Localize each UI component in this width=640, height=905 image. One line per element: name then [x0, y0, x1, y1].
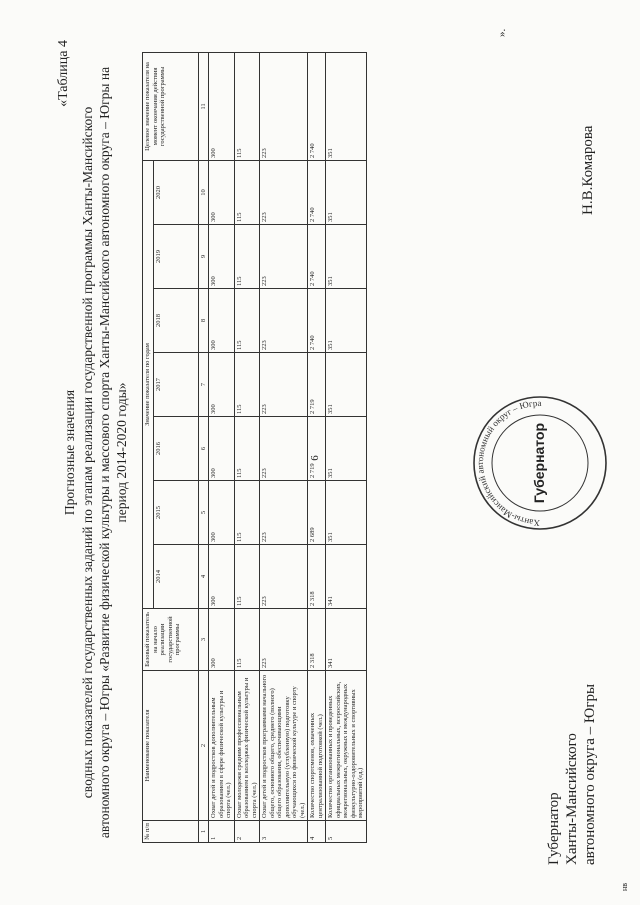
row-value: 115: [234, 545, 260, 609]
row-value: 115: [234, 160, 260, 224]
footer-mark: нв: [620, 882, 629, 891]
row-base: 2 318: [308, 609, 326, 671]
row-value: 115: [234, 481, 260, 545]
row-value: 300: [209, 545, 235, 609]
table-row: [234, 52, 260, 842]
row-value: 2 689: [308, 481, 326, 545]
title-line-1: Прогнозные значения: [62, 389, 77, 516]
table-row: [308, 52, 326, 842]
row-base: 300: [209, 609, 235, 671]
row-base: 341: [326, 609, 367, 671]
row-value: 115: [234, 289, 260, 353]
header-base: Базовый показатель на начало реализации государственной программы: [143, 609, 199, 671]
row-name: Охват детей и подростков программами начального общего, основного общего, среднего (полного) общего образования, обеспечивающими дополнительную (углубленную) подготовку обучающихся по физической культуре и спорту (чел.): [260, 671, 308, 821]
row-value: 223: [260, 481, 308, 545]
col-number: 4: [198, 545, 209, 609]
row-value: 351: [326, 481, 367, 545]
row-final: 300: [209, 52, 235, 160]
table-row: [260, 52, 308, 842]
row-final: 115: [234, 52, 260, 160]
signature-name: Н.В.Комарова: [580, 125, 596, 215]
title-line-2: сводных показателей государственных заданий по этапам реализации государственной программы Ханты-Мансийского: [80, 106, 95, 799]
table-row: [326, 52, 367, 842]
signature-title-line: автономного округа – Югры: [582, 683, 598, 865]
row-base: 115: [234, 609, 260, 671]
row-value: 300: [209, 481, 235, 545]
col-number: 3: [198, 609, 209, 671]
col-number: 7: [198, 353, 209, 417]
row-num: 2: [234, 821, 260, 843]
seal-ring-text: Ханты-Мансийский автономный округ – Югра: [474, 397, 542, 529]
row-value: 2 318: [308, 545, 326, 609]
row-value: 341: [326, 545, 367, 609]
col-number: 11: [198, 52, 209, 160]
header-years-group: Значение показателя по годам: [143, 160, 154, 608]
row-num: 3: [260, 821, 308, 843]
row-value: 300: [209, 289, 235, 353]
row-value: 2 719: [308, 353, 326, 417]
signature-block: [545, 684, 599, 865]
row-value: 300: [209, 417, 235, 481]
row-name: Количество организованных и проведенных официальных межрегиональных, всероссийских, межрегиональных, окружных и международных физкультурно-оздоровительных и спортивных мероприятий (ед.): [326, 671, 367, 821]
row-value: 115: [234, 353, 260, 417]
indicators-table: [142, 52, 367, 843]
seal-center-text: Губернатор: [531, 422, 547, 504]
header-final: Целевое значение показателя на момент окончания действия государственной программы: [143, 52, 199, 160]
row-name: Количество спортсменов, охваченных централизованной подготовкой (чел.): [308, 671, 326, 821]
row-value: 223: [260, 160, 308, 224]
col-number: 2: [198, 671, 209, 821]
signature-title-line: Губернатор: [546, 792, 562, 865]
row-value: 300: [209, 160, 235, 224]
header-year: 2016: [153, 417, 198, 481]
row-value: 351: [326, 225, 367, 289]
row-value: 115: [234, 417, 260, 481]
header-year: 2017: [153, 353, 198, 417]
col-number: 6: [198, 417, 209, 481]
row-name: Охват молодежи средним профессиональным образованием в колледжах физической культуры и спорта (чел.): [234, 671, 260, 821]
signature-title-line: Ханты-Мансийского: [564, 733, 580, 865]
header-year: 2019: [153, 225, 198, 289]
row-value: 223: [260, 225, 308, 289]
row-value: 2 740: [308, 225, 326, 289]
row-final: 2 740: [308, 52, 326, 160]
row-value: 2 719: [308, 417, 326, 481]
title-line-4: период 2014-2020 годы»: [114, 382, 129, 523]
row-value: 351: [326, 353, 367, 417]
header-year: 2014: [153, 545, 198, 609]
col-number: 5: [198, 481, 209, 545]
page-number: 6: [308, 455, 321, 461]
row-value: 223: [260, 545, 308, 609]
end-quote: ».: [496, 28, 508, 37]
row-value: 2 740: [308, 160, 326, 224]
title-line-3: автономного округа – Югры «Развитие физической культуры и массового спорта Ханты-Мансийского автономного округа – Югры на: [97, 66, 112, 839]
row-value: 351: [326, 160, 367, 224]
row-value: 223: [260, 353, 308, 417]
row-value: 351: [326, 289, 367, 353]
row-value: 2 740: [308, 289, 326, 353]
row-final: 223: [260, 52, 308, 160]
header-name: Наименование показателя: [143, 671, 199, 821]
header-year: 2015: [153, 481, 198, 545]
row-num: 1: [209, 821, 235, 843]
row-value: 300: [209, 353, 235, 417]
header-num: № п/п: [143, 821, 199, 843]
row-final: 351: [326, 52, 367, 160]
row-value: 223: [260, 289, 308, 353]
col-number: 1: [198, 821, 209, 843]
table-label: «Таблица 4: [56, 40, 71, 107]
row-num: 5: [326, 821, 367, 843]
row-num: 4: [308, 821, 326, 843]
col-number: 8: [198, 289, 209, 353]
row-base: 223: [260, 609, 308, 671]
row-value: 223: [260, 417, 308, 481]
table-row: [209, 52, 235, 842]
row-value: 300: [209, 225, 235, 289]
official-seal: [470, 393, 610, 533]
row-name: Охват детей и подростков дополнительным образованием в сфере физической культуры и спорта (чел.): [209, 671, 235, 821]
row-value: 351: [326, 417, 367, 481]
col-number: 9: [198, 225, 209, 289]
header-year: 2020: [153, 160, 198, 224]
row-value: 115: [234, 225, 260, 289]
col-number: 10: [198, 160, 209, 224]
header-year: 2018: [153, 289, 198, 353]
